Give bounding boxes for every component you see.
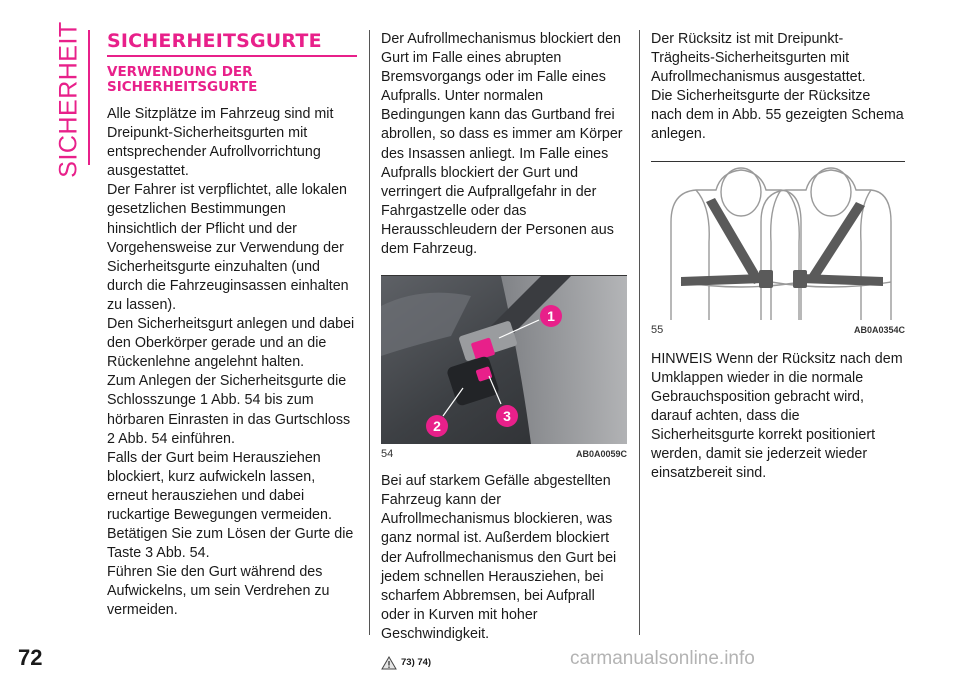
column-3-text-after — [651, 350, 905, 484]
paragraph: Zum Anlegen der Sicherheitsgurte die Schlosszunge 1 Abb. 54 bis zum hörbaren Einrasten in das Gurtschloss 2 Abb. 54 einführen. — [107, 373, 351, 447]
paragraph: Der Fahrer ist verpflichtet, alle lokalen gesetzlichen Bestimmungen hinsichtlich der Pflicht und der Vorgehensweise zur Verwendung der Sicherheitsgurte einzuhalten (und durch die Fahrzeuginsassen einhalten zu lassen). — [107, 182, 349, 313]
warning-triangle-icon — [381, 656, 397, 670]
paragraph: Betätigen Sie zum Lösen der Gurte die Taste 3 Abb. 54. — [107, 526, 354, 562]
column-1-text — [107, 105, 357, 621]
svg-text:3: 3 — [503, 408, 511, 425]
column-3-text — [651, 30, 905, 145]
paragraph: Alle Sitzplätze im Fahrzeug sind mit Dreipunkt-Sicherheitsgurten mit entsprechender Aufrollvorrichtung ausgestattet. — [107, 106, 334, 180]
figure-55 — [651, 161, 905, 338]
paragraph: Die Sicherheitsgurte der Rücksitze nach dem in Abb. 55 gezeigten Schema anlegen. — [651, 88, 904, 143]
column-divider-2 — [639, 30, 640, 635]
column-2-text-after — [381, 472, 627, 644]
paragraph: Bei auf starkem Gefälle abgestellten Fahrzeug kann der Aufrollmechanismus blockieren, was ganz normal ist. Außerdem blockiert der Aufrollmechanismus den Gurt bei jedem schnellen Herausziehen, bei scharfem Abbremsen, bei Aufprall oder in Kurven mit hoher Geschwindigkeit. — [381, 473, 617, 642]
paragraph: Den Sicherheitsgurt anlegen und dabei den Oberkörper gerade und an die Rückenlehne angelehnt halten. — [107, 316, 355, 371]
page-number: 72 — [18, 645, 43, 670]
section-side-tab — [52, 20, 86, 178]
section-side-tab-label: SICHERHEIT — [54, 20, 83, 178]
paragraph: Der Rücksitz ist mit Dreipunkt-Trägheits-Sicherheitsgurten mit Aufrollmechanismus ausgestattet. — [651, 31, 866, 86]
figure-55-image — [651, 162, 905, 320]
column-2 — [381, 30, 627, 670]
paragraph: Führen Sie den Gurt während des Aufwickelns, um sein Verdrehen zu vermeiden. — [107, 564, 330, 619]
warning-refs-text: 73) 74) — [401, 657, 432, 669]
column-3 — [651, 30, 905, 483]
figure-54 — [381, 275, 627, 462]
paragraph: Falls der Gurt beim Herausziehen blockiert, kurz aufwickeln lassen, erneut herausziehen und dabei ruckartige Bewegungen vermeiden. — [107, 449, 332, 523]
watermark-text: carmanualsonline.info — [570, 648, 755, 669]
paragraph: Der Aufrollmechanismus blockiert den Gurt im Falle eines abrupten Bremsvorgangs oder im Falle eines Aufpralls. Unter normalen Bedingungen kann das Gurtband frei abrollen, so dass es immer am Körper des Insassen anliegt. Im Falle eines Aufpralls blockiert der Gurt und verringert die Aufprallgefahr in der Fahrgastzelle oder das Herausschleudern der Personen aus dem Fahrzeug. — [381, 31, 623, 258]
section-subheading: VERWENDUNG DER SICHERHEITSGURTE — [107, 64, 258, 95]
svg-text:2: 2 — [433, 418, 441, 435]
figure-54-image — [381, 276, 627, 444]
side-tab-divider — [88, 30, 90, 165]
column-1 — [107, 30, 357, 621]
rear-seatbelt-diagram — [651, 162, 905, 320]
section-heading: SICHERHEITSGURTE — [107, 30, 357, 57]
svg-text:1: 1 — [547, 308, 555, 325]
figure-55-number: 55 — [651, 323, 664, 336]
figure-55-code: AB0A0354C — [853, 324, 905, 335]
callout-2 — [426, 415, 448, 437]
figure-54-number: 54 — [381, 448, 394, 461]
seatbelt-buckle-illustration — [381, 276, 627, 444]
figure-54-code: AB0A0059C — [575, 449, 627, 460]
paragraph: HINWEIS Wenn der Rücksitz nach dem Umklappen wieder in die normale Gebrauchsposition gebracht wird, darauf achten, dass die Sicherheitsgurte korrekt positioniert werden, damit sie jederzeit wieder einsatzbereit sind. — [651, 350, 903, 482]
callout-1 — [540, 305, 562, 327]
figure-55-caption — [651, 320, 905, 338]
column-divider-1 — [369, 30, 370, 635]
figure-54-caption — [381, 444, 627, 462]
callout-3 — [496, 405, 518, 427]
column-2-text — [381, 30, 627, 259]
